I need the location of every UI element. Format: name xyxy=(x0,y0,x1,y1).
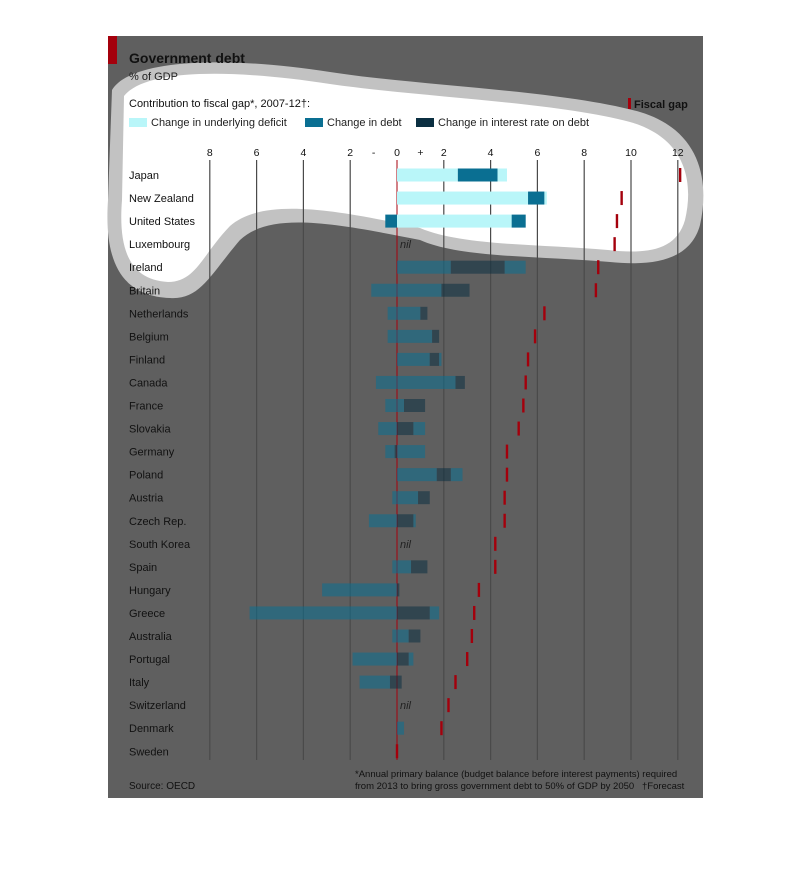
bar-debt-negative xyxy=(385,445,394,458)
fiscal-gap-mark xyxy=(679,168,681,182)
bar-interest-rate xyxy=(418,491,430,504)
source-note: Source: OECD xyxy=(129,781,196,792)
bar-debt-negative xyxy=(376,376,397,389)
country-label: Poland xyxy=(129,469,164,482)
country-label: Hungary xyxy=(129,584,171,597)
country-label: Belgium xyxy=(129,331,169,344)
nil-label: nil xyxy=(400,538,412,551)
country-label: Finland xyxy=(129,354,166,367)
bar-debt-negative xyxy=(392,491,397,504)
country-label: Ireland xyxy=(129,262,163,275)
bar-underlying-deficit xyxy=(498,169,507,182)
nil-label: nil xyxy=(400,239,412,252)
fiscal-gap-mark xyxy=(440,721,442,735)
bar-change-in-debt xyxy=(397,560,411,573)
country-label: Czech Rep. xyxy=(129,515,187,528)
legend-label-fiscal-gap: Fiscal gap xyxy=(634,99,688,111)
bar-change-in-debt xyxy=(397,284,441,297)
country-label: Austria xyxy=(129,492,164,505)
red-corner-mark xyxy=(108,36,117,64)
fiscal-gap-mark xyxy=(503,491,505,505)
bar-change-in-debt xyxy=(397,307,420,320)
bar-interest-rate xyxy=(404,399,425,412)
bar-interest-rate xyxy=(397,653,409,666)
bar-interest-rate xyxy=(456,376,465,389)
bar-interest-rate xyxy=(437,468,451,481)
bar-interest-negative xyxy=(390,676,397,689)
country-label: Greece xyxy=(129,607,166,620)
legend-swatch-underlying-deficit xyxy=(129,118,147,127)
bar-change-in-debt xyxy=(397,376,456,389)
fiscal-gap-mark xyxy=(613,237,615,251)
bar-interest-rate xyxy=(397,606,430,619)
fiscal-gap-mark xyxy=(447,698,449,712)
bar-change-in-debt xyxy=(397,399,404,412)
country-label: Spain xyxy=(129,561,158,574)
bar-change-in-debt xyxy=(512,215,526,228)
fiscal-gap-mark xyxy=(494,560,496,574)
legend-label-underlying-deficit: Change in underlying deficit xyxy=(151,117,287,129)
bar-interest-rate xyxy=(420,307,427,320)
bar-change-in-debt xyxy=(397,630,409,643)
bar-interest-rate xyxy=(397,422,413,435)
bar-change-in-debt xyxy=(397,330,432,343)
bar-debt-negative xyxy=(250,606,397,619)
x-tick-label: 2 xyxy=(347,147,354,159)
bar-change-in-debt xyxy=(413,514,415,527)
country-label: South Korea xyxy=(129,538,191,551)
nil-label: nil xyxy=(400,700,412,713)
bar-debt-negative xyxy=(388,307,397,320)
bar-change-in-debt xyxy=(528,192,544,205)
fiscal-gap-mark xyxy=(597,260,599,274)
bar-change-in-debt xyxy=(397,353,430,366)
bar-debt-negative xyxy=(385,399,397,412)
fiscal-gap-mark xyxy=(517,422,519,436)
legend-swatch-fiscal-gap xyxy=(628,98,631,109)
bar-change-in-debt xyxy=(413,422,425,435)
forecast-note: †Forecast xyxy=(642,781,685,792)
footnote-line-1: *Annual primary balance (budget balance before interest payments) required xyxy=(355,769,678,780)
fiscal-gap-mark xyxy=(525,375,527,389)
fiscal-gap-mark xyxy=(478,583,480,597)
bar-change-in-debt xyxy=(397,491,418,504)
x-tick-label: 10 xyxy=(625,147,637,159)
fiscal-gap-mark xyxy=(454,675,456,689)
legend-title: Contribution to fiscal gap*, 2007-12†: xyxy=(129,98,311,110)
bar-change-in-debt xyxy=(409,653,414,666)
bar-debt-negative xyxy=(322,583,397,596)
bar-change-in-debt xyxy=(451,468,463,481)
fiscal-gap-mark xyxy=(534,329,536,343)
fiscal-gap-mark xyxy=(396,744,398,758)
fiscal-gap-mark xyxy=(543,306,545,320)
x-tick-label: 8 xyxy=(206,147,213,159)
x-tick-label: 4 xyxy=(487,147,494,159)
x-tick-label: 6 xyxy=(253,147,260,159)
country-label: Australia xyxy=(129,631,172,643)
country-label: Britain xyxy=(129,285,161,298)
bar-interest-rate xyxy=(397,514,413,527)
footnote-line-2: from 2013 to bring gross government debt to 50% of GDP by 2050 xyxy=(355,781,635,792)
fiscal-gap-mark xyxy=(506,445,508,459)
chart-title: Government debt xyxy=(129,50,245,66)
bar-change-in-debt xyxy=(397,261,451,274)
bar-change-in-debt xyxy=(505,261,526,274)
x-tick-label: 6 xyxy=(534,147,541,159)
bar-change-in-debt xyxy=(458,169,498,182)
fiscal-gap-mark xyxy=(595,283,597,297)
legend-label-change-in-debt: Change in debt xyxy=(327,117,402,129)
chart-subtitle: % of GDP xyxy=(129,71,178,83)
country-label: Portugal xyxy=(129,654,170,667)
fiscal-gap-mark xyxy=(494,537,496,551)
country-label: Denmark xyxy=(129,723,174,736)
bar-underlying-deficit xyxy=(397,169,458,182)
bar-debt-negative xyxy=(353,653,397,666)
country-label: Canada xyxy=(129,377,168,390)
fiscal-gap-mark xyxy=(620,191,622,205)
legend-swatch-interest-rate xyxy=(416,118,434,127)
fiscal-gap-mark xyxy=(506,468,508,482)
country-label: United States xyxy=(129,216,196,229)
country-label: Sweden xyxy=(129,746,169,759)
bar-interest-rate xyxy=(441,284,469,297)
bar-debt-negative xyxy=(378,422,397,435)
x-tick-label: 12 xyxy=(671,147,684,159)
bar-interest-rate xyxy=(451,261,505,274)
fiscal-gap-mark xyxy=(616,214,618,228)
fiscal-gap-mark xyxy=(466,652,468,666)
bar-underlying-deficit xyxy=(397,192,528,205)
bar-underlying-deficit xyxy=(544,192,546,205)
bar-interest-rate xyxy=(397,676,402,689)
x-tick-label: 2 xyxy=(440,147,447,159)
bar-change-in-debt xyxy=(397,445,425,458)
country-label: Luxembourg xyxy=(129,239,191,252)
country-label: Slovakia xyxy=(129,423,171,436)
legend-label-interest-rate: Change in interest rate on debt xyxy=(438,117,590,129)
bar-debt-negative xyxy=(385,215,397,228)
bar-debt-negative xyxy=(360,676,390,689)
fiscal-gap-mark xyxy=(527,352,529,366)
country-label: Japan xyxy=(129,170,159,182)
bar-change-in-debt xyxy=(439,353,441,366)
x-tick-label: 8 xyxy=(581,147,588,159)
country-label: Netherlands xyxy=(129,308,189,321)
country-label: France xyxy=(129,400,164,413)
bar-interest-negative xyxy=(395,445,397,458)
bar-change-in-debt xyxy=(397,722,404,735)
legend-swatch-change-in-debt xyxy=(305,118,323,127)
x-tick-label: + xyxy=(417,147,424,159)
country-label: Italy xyxy=(129,677,150,690)
bar-debt-negative xyxy=(392,560,397,573)
bar-interest-rate xyxy=(409,630,421,643)
bar-debt-negative xyxy=(371,284,397,297)
fiscal-gap-mark xyxy=(473,606,475,620)
bar-interest-rate xyxy=(397,583,399,596)
fiscal-gap-mark xyxy=(503,514,505,528)
bar-debt-negative xyxy=(392,630,397,643)
x-tick-label: 0 xyxy=(394,147,400,159)
bar-debt-negative xyxy=(388,330,397,343)
bar-interest-rate xyxy=(430,353,439,366)
bar-change-in-debt xyxy=(397,468,437,481)
fiscal-gap-mark xyxy=(471,629,473,643)
bar-change-in-debt xyxy=(430,606,439,619)
country-label: Switzerland xyxy=(129,700,186,713)
country-label: New Zealand xyxy=(129,193,194,206)
x-tick-label: - xyxy=(371,147,376,159)
bar-underlying-deficit xyxy=(397,215,512,228)
fiscal-gap-mark xyxy=(522,399,524,413)
x-tick-label: 4 xyxy=(300,147,307,159)
bar-debt-negative xyxy=(369,514,397,527)
bar-interest-rate xyxy=(432,330,439,343)
country-label: Germany xyxy=(129,446,175,459)
bar-interest-rate xyxy=(411,560,427,573)
